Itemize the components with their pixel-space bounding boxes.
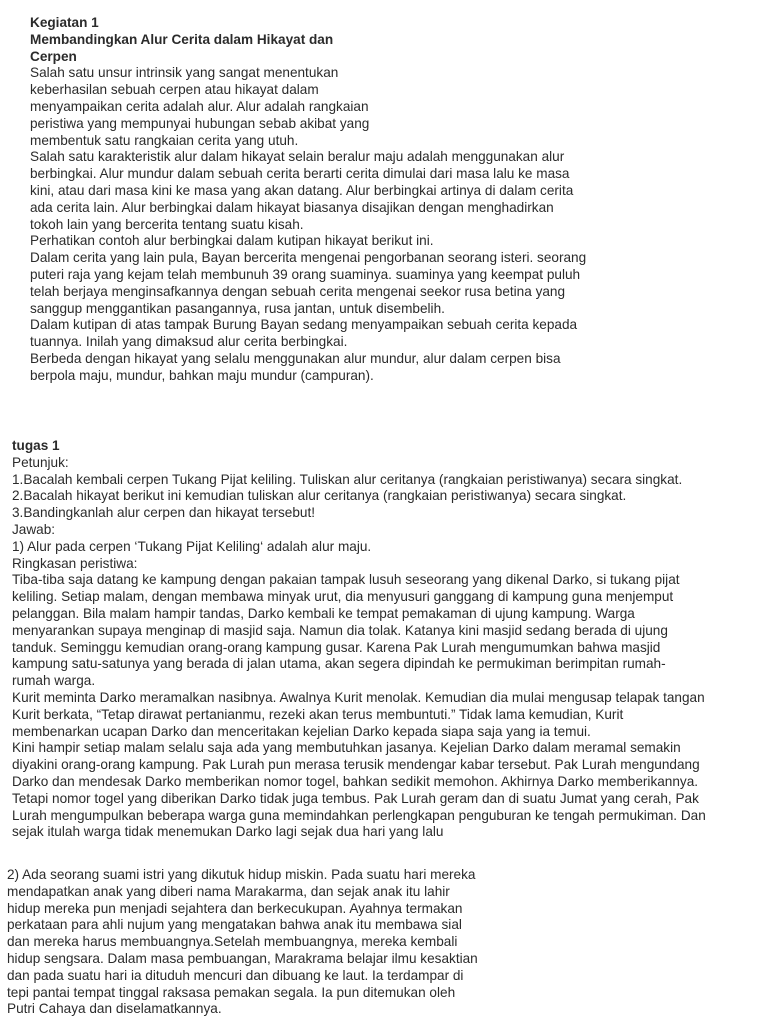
tugas-line: Petunjuk: <box>12 454 69 470</box>
kegiatan-body-line: ada cerita lain. Alur berbingkai dalam hikayat biasanya disajikan dengan menghadirkan <box>30 199 554 215</box>
tugas-line: sejak itulah warga tidak menemukan Darko lagi sejak dua hari yang lalu <box>12 824 444 840</box>
tugas-line: tanduk. Seminggu kemudian orang-orang kampung gusar. Karena Pak Lurah mengumumkan bahwa masjid <box>12 639 661 655</box>
kegiatan-body-line: Dalam kutipan di atas tampak Burung Bayan sedang menyampaikan sebuah cerita kepada <box>30 317 578 333</box>
tugas-line: Ringkasan peristiwa: <box>12 555 138 571</box>
kegiatan-body-line: Perhatikan contoh alur berbingkai dalam kutipan hikayat berikut ini. <box>30 233 434 249</box>
tugas-line: 1) Alur pada cerpen ‘Tukang Pijat Keliling‘ adalah alur maju. <box>12 538 372 554</box>
hikayat-section <box>7 867 478 1018</box>
kegiatan-body-line: membentuk satu rangkaian cerita yang utuh. <box>30 132 299 148</box>
tugas-line: Kurit berkata, “Tetap dirawat pertanianmu, rezeki akan terus membuntuti.” Tidak lama kemudian, Kurit <box>12 706 624 722</box>
kegiatan-title-line: Cerpen <box>30 48 77 64</box>
tugas-line: Tiba-tiba saja datang ke kampung dengan pakaian tampak lusuh seseorang yang dikenal Darko, si tukang pijat <box>12 572 680 588</box>
hikayat-line: Putri Cahaya dan diselamatkannya. <box>7 1001 222 1017</box>
tugas-section <box>12 438 706 841</box>
hikayat-line: 2) Ada seorang suami istri yang dikutuk hidup miskin. Pada suatu hari mereka <box>7 867 476 882</box>
kegiatan-body-line: tuannya. Inilah yang dimaksud alur cerita berbingkai. <box>30 334 348 350</box>
hikayat-line: dan pada suatu hari ia dituduh mencuri dan dibuang ke laut. Ia terdampar di <box>7 967 464 983</box>
kegiatan-body-line: sanggup menggantikan pasangannya, rusa jantan, untuk disembelih. <box>30 300 445 316</box>
tugas-line: Darko dan mendesak Darko memberikan nomor togel, bahkan sedikit memohon. Akhirnya Darko memberikannya. <box>12 773 699 789</box>
tugas-line: 1.Bacalah kembali cerpen Tukang Pijat keliling. Tuliskan alur ceritanya (rangkaian peristiwanya) secara singkat. <box>12 471 683 487</box>
kegiatan-body-line: Salah satu karakteristik alur dalam hikayat selain beralur maju adalah menggunakan alur <box>30 149 565 165</box>
tugas-line: pelanggan. Bila malam hampir tandas, Darko kembali ke tempat pemakaman di ujung kampung. Warga <box>12 605 635 621</box>
tugas-line: menyarankan supaya menginap di masjid saja. Namun dia tolak. Katanya kini masjid sedang berada di ujung <box>12 622 668 638</box>
tugas-heading: tugas 1 <box>12 438 60 453</box>
hikayat-line: perkataan para ahli nujum yang mengatakan bahwa anak itu membawa sial <box>7 917 462 933</box>
kegiatan-body-line: menyampaikan cerita adalah alur. Alur adalah rangkaian <box>30 98 369 114</box>
kegiatan-body-line: Dalam cerita yang lain pula, Bayan bercerita mengenai pengorbanan seorang isteri. seorang <box>30 250 587 266</box>
hikayat-line: mendapatkan anak yang diberi nama Marakarma, dan sejak anak itu lahir <box>7 883 450 899</box>
kegiatan-body-line: puteri raja yang kejam telah membunuh 39 orang suaminya. suaminya yang keempat puluh <box>30 266 581 282</box>
kegiatan-body-line: keberhasilan sebuah cerpen atau hikayat dalam <box>30 82 319 98</box>
tugas-line: Jawab: <box>12 521 56 537</box>
kegiatan-body-line: kini, atau dari masa kini ke masa yang akan datang. Alur berbingkai artinya di dalam cerita <box>30 182 574 198</box>
kegiatan-section <box>30 15 586 385</box>
kegiatan-body-line: Berbeda dengan hikayat yang selalu menggunakan alur mundur, alur dalam cerpen bisa <box>30 350 561 366</box>
tugas-line: keliling. Setiap malam, dengan membawa minyak urut, dia menyusuri ganggang di kampung guna menjemput <box>12 589 674 605</box>
tugas-line: 2.Bacalah hikayat berikut ini kemudian tuliskan alur ceritanya (rangkaian peristiwanya) secara singkat. <box>12 488 627 504</box>
hikayat-line: dan mereka harus membuangnya.Setelah membuangnya, mereka kembali <box>7 934 458 950</box>
hikayat-line: tepi pantai tempat tinggal raksasa pemakan segala. Ia pun ditemukan oleh <box>7 984 456 1000</box>
tugas-line: kampung satu-satunya yang berada di jalan utama, akan segera dipindah ke permukiman berimpitan rumah- <box>12 656 666 672</box>
tugas-line: Kini hampir setiap malam selalu saja ada yang membutuhkan jasanya. Kejelian Darko dalam meramal semakin <box>12 740 681 756</box>
kegiatan-body-line: Salah satu unsur intrinsik yang sangat menentukan <box>30 65 339 81</box>
tugas-line: Lurah mengumpulkan beberapa warga guna memindahkan perlengkapan penguburan ke tengah permukiman. Dan <box>12 807 706 823</box>
tugas-line: membenarkan ucapan Darko dan menceritakan kejelian Darko kepada siapa saja yang ia temui. <box>12 723 591 739</box>
hikayat-line: hidup sengsara. Dalam masa pembuangan, Marakrama belajar ilmu kesaktian <box>7 950 478 966</box>
kegiatan-title-line: Membandingkan Alur Cerita dalam Hikayat dan <box>30 31 334 47</box>
kegiatan-body-line: peristiwa yang mempunyai hubungan sebab akibat yang <box>30 115 370 131</box>
kegiatan-heading: Kegiatan 1 <box>30 15 99 30</box>
kegiatan-body-line: telah berjaya menginsafkannya dengan sebuah cerita mengenai seekor rusa betina yang <box>30 283 566 299</box>
tugas-line: Tetapi nomor togel yang diberikan Darko tidak juga tembus. Pak Lurah geram dan di suatu Jumat yang cerah, Pak <box>12 790 699 806</box>
kegiatan-body-line: berbingkai. Alur mundur dalam sebuah cerita berarti cerita dimulai dari masa lalu ke masa <box>30 166 570 182</box>
kegiatan-body-line: tokoh lain yang bercerita tentang suatu kisah. <box>30 216 304 232</box>
tugas-line: rumah warga. <box>12 673 96 689</box>
tugas-line: 3.Bandingkanlah alur cerpen dan hikayat tersebut! <box>12 505 316 521</box>
tugas-line: Kurit meminta Darko meramalkan nasibnya. Awalnya Kurit menolak. Kemudian dia mulai mengusap telapak tangan <box>12 689 705 705</box>
kegiatan-body-line: berpola maju, mundur, bahkan maju mundur (campuran). <box>30 367 374 383</box>
tugas-line: diyakini orang-orang kampung. Pak Lurah pun merasa terusik mendengar kabar tersebut. Pak Lurah mengundang <box>12 757 700 773</box>
hikayat-line: hidup mereka pun menjadi sejahtera dan berkecukupan. Ayahnya termakan <box>7 900 463 916</box>
